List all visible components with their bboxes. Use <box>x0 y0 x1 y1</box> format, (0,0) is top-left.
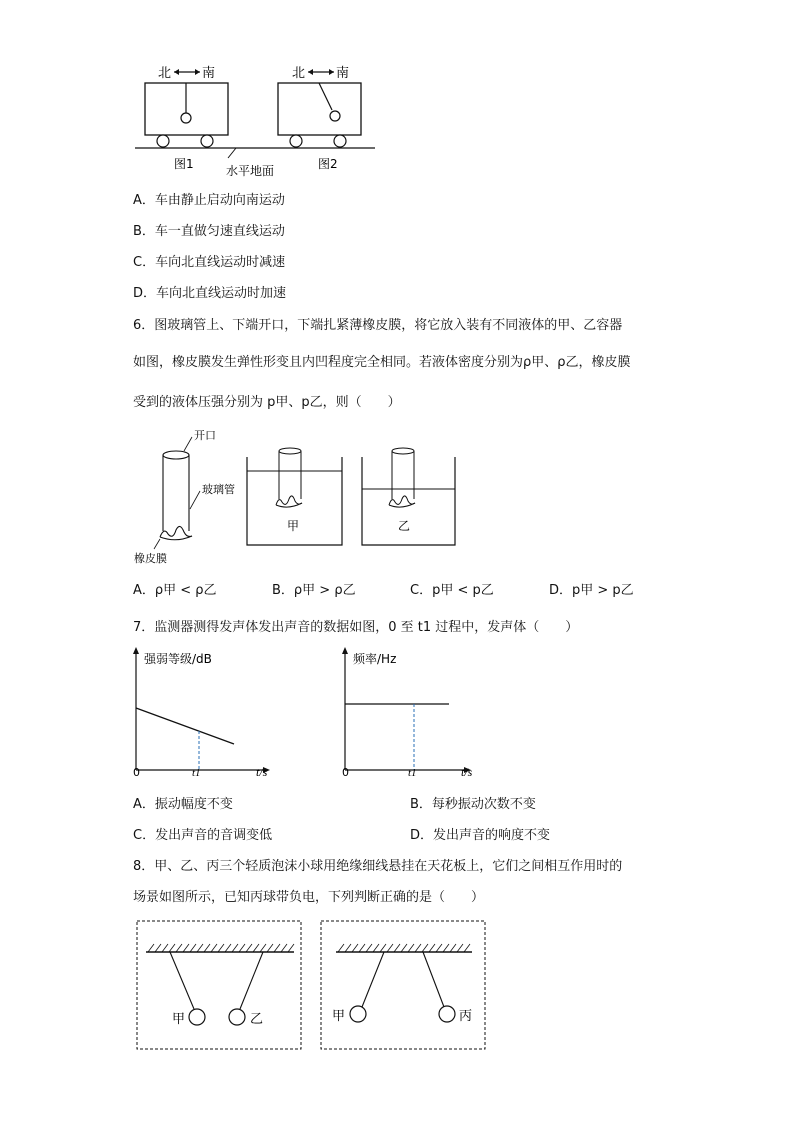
q5-figure <box>130 60 390 180</box>
q8-right-box <box>321 921 485 1049</box>
left-y-label: 强弱等级/dB <box>144 652 212 666</box>
q8-figure <box>136 920 488 1052</box>
fig2-label: 图2 <box>318 157 338 171</box>
q8-left-label-jia: 甲 <box>172 1012 186 1027</box>
q6-option-a[interactable]: A．ρ甲 < ρ乙 <box>133 583 217 598</box>
fig1-label: 图1 <box>174 157 194 171</box>
q8-right-ball-bing <box>439 1006 455 1022</box>
q7-option-a[interactable]: A．振动幅度不变 <box>133 797 233 812</box>
left-x-label: t/s <box>256 765 268 779</box>
cart-2-pendulum-ball <box>330 111 340 121</box>
membrane-label: 橡皮膜 <box>134 552 167 565</box>
q6-stem-line-3: 受到的液体压强分别为 p甲、p乙，则（ ） <box>133 395 401 410</box>
tube-top-opening <box>163 451 189 459</box>
q5-option-c[interactable]: C．车向北直线运动时减速 <box>133 255 286 270</box>
cart-1-wheel-right <box>201 135 213 147</box>
q7-option-c[interactable]: C．发出声音的音调变低 <box>133 828 273 843</box>
right-t1-tick: t1 <box>408 767 417 779</box>
cart-2-wheel-left <box>290 135 302 147</box>
south-label-2: 南 <box>336 66 350 81</box>
q8-left-string-1 <box>170 952 194 1009</box>
opening-label: 开口 <box>194 429 216 442</box>
container-jia-label: 甲 <box>287 519 300 533</box>
q7-option-d[interactable]: D．发出声音的响度不变 <box>410 828 551 843</box>
glass-tube-label: 玻璃管 <box>202 483 235 496</box>
q7-graph-right <box>337 645 497 785</box>
right-x-label: t/s <box>461 765 473 779</box>
q7-stem: 7．监测器测得发声体发出声音的数据如图，0 至 t1 过程中，发声体（ ） <box>133 620 579 635</box>
q7-option-b[interactable]: B．每秒振动次数不变 <box>410 797 536 812</box>
q8-left-box <box>137 921 301 1049</box>
north-label-2: 北 <box>292 66 306 81</box>
right-y-label: 频率/Hz <box>353 652 397 666</box>
q8-right-label-bing: 丙 <box>459 1009 473 1024</box>
cart-1-wheel-left <box>157 135 169 147</box>
south-label-1: 南 <box>202 66 216 81</box>
q8-left-string-2 <box>240 952 263 1009</box>
q6-option-b[interactable]: B．ρ甲 > ρ乙 <box>272 583 356 598</box>
q6-stem-line-2: 如图，橡皮膜发生弹性形变且内凹程度完全相同。若液体密度分别为ρ甲、ρ乙，橡皮膜 <box>133 355 631 370</box>
cart-1-pendulum-ball <box>181 113 191 123</box>
q6-option-d[interactable]: D．p甲 > p乙 <box>549 583 634 598</box>
q8-left-ball-jia <box>189 1009 205 1025</box>
q8-left-label-yi: 乙 <box>250 1012 264 1027</box>
left-data-line <box>136 708 234 744</box>
right-origin: 0 <box>342 766 349 779</box>
q6-figure <box>130 425 470 570</box>
q8-left-ball-yi <box>229 1009 245 1025</box>
left-t1-tick: t1 <box>192 767 201 779</box>
ground-label: 水平地面 <box>226 164 275 178</box>
q8-stem-line-2: 场景如图所示，已知丙球带负电，下列判断正确的是（ ） <box>133 890 485 905</box>
left-origin: 0 <box>133 766 140 779</box>
q5-option-a[interactable]: A．车由静止启动向南运动 <box>133 193 285 208</box>
q8-right-string-1 <box>362 952 384 1007</box>
q6-option-c[interactable]: C．p甲 < p乙 <box>410 583 494 598</box>
cart-2-wheel-right <box>334 135 346 147</box>
north-label-1: 北 <box>158 66 172 81</box>
q5-option-b[interactable]: B．车一直做匀速直线运动 <box>133 224 285 239</box>
q6-stem-line-1: 6．图玻璃管上、下端开口，下端扎紧薄橡皮膜，将它放入装有不同液体的甲、乙容器 <box>133 318 623 333</box>
tube-membrane <box>160 526 192 537</box>
q8-right-ball-jia <box>350 1006 366 1022</box>
q7-graph-left <box>128 645 288 785</box>
cart-2-pendulum-string <box>319 83 332 110</box>
q5-option-d[interactable]: D．车向北直线运动时加速 <box>133 286 287 301</box>
q8-right-label-jia: 甲 <box>332 1009 346 1024</box>
container-yi-label: 乙 <box>398 519 411 533</box>
cart-2-body <box>278 83 361 135</box>
q8-stem-line-1: 8．甲、乙、丙三个轻质泡沫小球用绝缘细线悬挂在天花板上，它们之间相互作用时的 <box>133 859 623 874</box>
q8-right-string-2 <box>423 952 444 1007</box>
